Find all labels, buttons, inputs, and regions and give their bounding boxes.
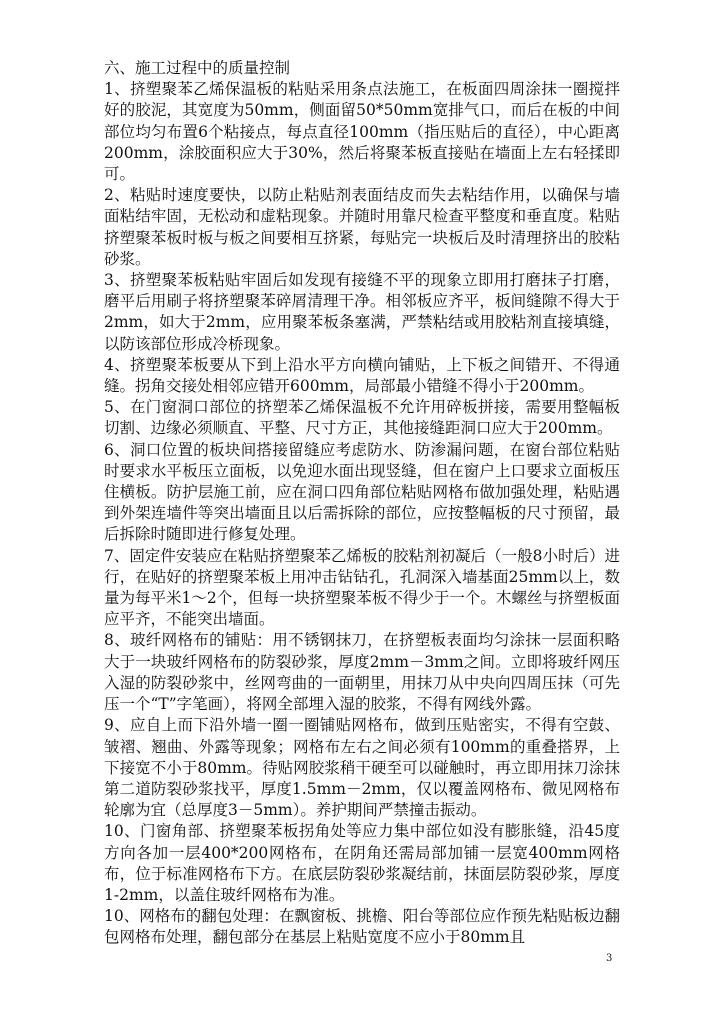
- paragraph-3: 3、挤塑聚苯板粘贴牢固后如发现有接缝不平的现象立即用打磨抹子打磨，磨平后用刷子将挤塑聚苯碎屑清理干净。相邻板应齐平，板间缝隙不得大于2mm，如大于2mm，应用聚苯板条塞满，严禁粘结或用胶粘剂直接填缝，以防该部位形成冷桥现象。: [104, 271, 620, 353]
- paragraph-2: 2、粘贴时速度要快，以防止粘贴剂表面结皮而失去粘结作用，以确保与墙面粘结牢固，无松动和虚粘现象。并随时用靠尺检查平整度和垂直度。粘贴挤塑聚苯板时板与板之间要相互挤紧，每贴完一块板后及时清理挤出的胶粘砂浆。: [104, 186, 620, 268]
- paragraph-1: 1、挤塑聚苯乙烯保温板的粘贴采用条点法施工，在板面四周涂抹一圈搅拌好的胶泥，其宽度为50mm，侧面留50*50mm宽排气口，而后在板的中间部位均匀布置6个粘接点，每点直径100mm（指压贴后的直径），中心距离200mm，涂胶面积应大于30%，然后将聚苯板直接贴在墙面上左右轻揉即可。: [104, 80, 620, 184]
- paragraph-9: 9、应自上而下沿外墙一圈一圈铺贴网格布，做到压贴密实，不得有空鼓、皱褶、翘曲、外露等现象；网格布左右之间必须有100mm的重叠搭界，上下接宽不小于80mm。待贴网胶浆稍干硬至可以碰触时，再立即用抹刀涂抹第二道防裂砂浆找平，厚度1.5mm－2mm，仅以覆盖网格布、微见网格布轮廓为宜（总厚度3－5mm）。养护期间严禁撞击振动。: [104, 716, 620, 820]
- document-body: [104, 58, 620, 949]
- paragraph-11: 10、网格布的翻包处理：在飘窗板、挑檐、阳台等部位应作预先粘贴板边翻包网格布处理，翻包部分在基层上粘贴宽度不应小于80mm且: [104, 907, 620, 947]
- paragraph-6: 6、洞口位置的板块间搭接留缝应考虑防水、防渗漏问题，在窗台部位粘贴时要求水平板压立面板，以免迎水面出现竖缝，但在窗户上口要求立面板压住横板。防护层施工前，应在洞口四角部位粘贴网格布做加强处理，粘贴遇到外架连墙件等突出墙面且以后需拆除的部位，应按整幅板的尺寸预留，最后拆除时随即进行修复处理。: [104, 440, 620, 544]
- paragraph-5: 5、在门窗洞口部位的挤塑苯乙烯保温板不允许用碎板拼接，需要用整幅板切割、边缘必须顺直、平整、尺寸方正，其他接缝距洞口应大于200mm。: [104, 398, 620, 438]
- paragraph-10: 10、门窗角部、挤塑聚苯板拐角处等应力集中部位如没有膨胀缝，沿45度方向各加一层400*200网格布，在阴角还需局部加铺一层宽400mm网格布，位于标准网格布下方。在底层防裂砂浆凝结前，抹面层防裂砂浆，厚度1-2mm，以盖住玻纤网格布为准。: [104, 822, 620, 904]
- paragraph-8: 8、玻纤网格布的铺贴：用不锈钢抹刀，在挤塑板表面均匀涂抹一层面积略大于一块玻纤网格布的防裂砂浆，厚度2mm－3mm之间。立即将玻纤网压入湿的防裂砂浆中，丝网弯曲的一面朝里，用抹刀从中央向四周压抹（可先压一个“T”字笔画），将网全部埋入湿的胶浆，不得有网线外露。: [104, 631, 620, 714]
- paragraph-7: 7、固定件安装应在粘贴挤塑聚苯乙烯板的胶粘剂初凝后（一般8小时后）进行，在贴好的挤塑聚苯板上用冲击钻钻孔，孔洞深入墙基面25mm以上，数量为每平米1～2个，但每一块挤塑聚苯板不得少于一个。木螺丝与挤塑板面应平齐，不能突出墙面。: [104, 546, 620, 629]
- page-number: 3: [606, 953, 613, 964]
- paragraph-4: 4、挤塑聚苯板要从下到上沿水平方向横向铺贴，上下板之间错开、不得通缝。拐角交接处相邻应错开600mm，局部最小错缝不得小于200mm。: [104, 355, 620, 396]
- section-title: 六、施工过程中的质量控制: [104, 59, 291, 77]
